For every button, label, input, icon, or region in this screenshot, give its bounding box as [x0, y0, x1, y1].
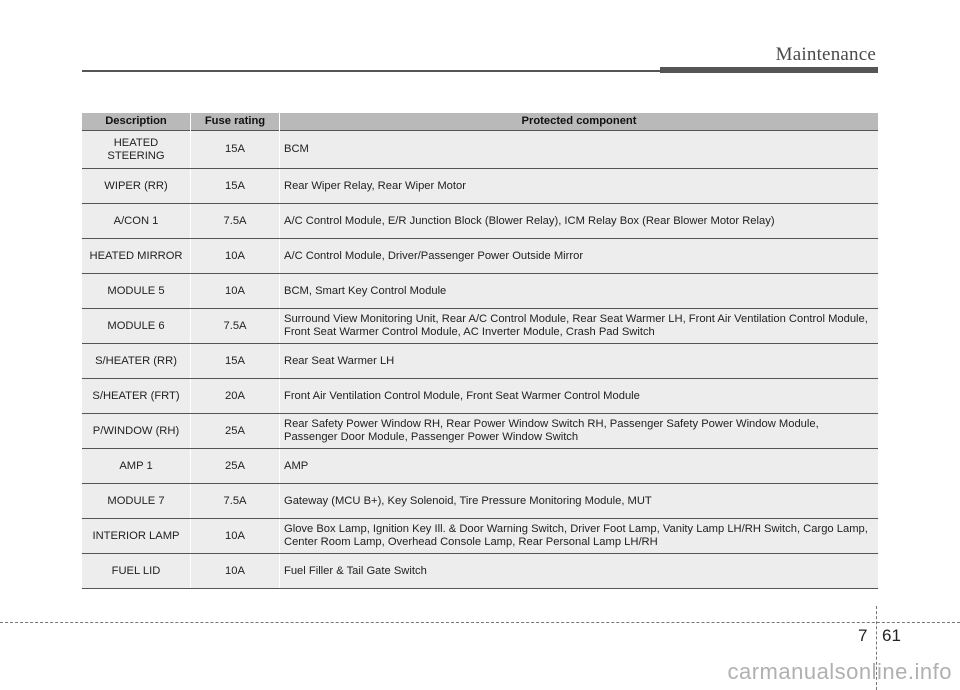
table-row [82, 239, 878, 274]
fuse-rating: 15A [191, 169, 280, 204]
fuse-rating: 10A [191, 519, 280, 554]
fuse-description: INTERIOR LAMP [82, 519, 191, 554]
header-rule-thin [82, 70, 660, 72]
fuse-description: AMP 1 [82, 449, 191, 484]
fuse-rating: 10A [191, 274, 280, 309]
fuse-rating: 7.5A [191, 204, 280, 239]
fuse-rating: 25A [191, 414, 280, 449]
fuse-rating: 10A [191, 239, 280, 274]
protected-component: Surround View Monitoring Unit, Rear A/C Control Module, Rear Seat Warmer LH, Front Air Ventilation Control Module, Front Seat Warmer Control Module, AC Inverter Module, Crash Pad Switch [280, 309, 879, 344]
table-row [82, 344, 878, 379]
column-header-description: Description [82, 113, 191, 131]
fuse-description: P/WINDOW (RH) [82, 414, 191, 449]
footer-rule [0, 622, 960, 623]
table-row [82, 484, 878, 519]
protected-component: BCM [280, 131, 879, 169]
watermark-text: carmanualsonline.info [727, 659, 952, 684]
table-row [82, 519, 878, 554]
fuse-description: A/CON 1 [82, 204, 191, 239]
fuse-description: FUEL LID [82, 554, 191, 589]
fuse-table [82, 113, 878, 589]
fuse-rating: 20A [191, 379, 280, 414]
table-row [82, 379, 878, 414]
table-row [82, 131, 878, 169]
protected-component: A/C Control Module, E/R Junction Block (Blower Relay), ICM Relay Box (Rear Blower Motor Relay) [280, 204, 879, 239]
column-header-protected-component: Protected component [280, 113, 879, 131]
fuse-rating: 25A [191, 449, 280, 484]
table-header-row [82, 113, 878, 131]
fuse-rating: 15A [191, 131, 280, 169]
fuse-description: S/HEATER (FRT) [82, 379, 191, 414]
protected-component: Fuel Filler & Tail Gate Switch [280, 554, 879, 589]
protected-component: Glove Box Lamp, Ignition Key Ill. & Door Warning Switch, Driver Foot Lamp, Vanity Lamp LH/RH Switch, Cargo Lamp, Center Room Lamp, Overhead Console Lamp, Rear Personal Lamp LH/RH [280, 519, 879, 554]
fuse-rating: 7.5A [191, 309, 280, 344]
table-row [82, 309, 878, 344]
protected-component: Gateway (MCU B+), Key Solenoid, Tire Pressure Monitoring Module, MUT [280, 484, 879, 519]
fuse-description: WIPER (RR) [82, 169, 191, 204]
protected-component: A/C Control Module, Driver/Passenger Power Outside Mirror [280, 239, 879, 274]
protected-component: BCM, Smart Key Control Module [280, 274, 879, 309]
fuse-description: S/HEATER (RR) [82, 344, 191, 379]
chapter-number: 7 [858, 626, 868, 645]
table-row [82, 449, 878, 484]
fuse-description: HEATED STEERING [82, 131, 191, 169]
table-row [82, 414, 878, 449]
section-title: Maintenance [775, 44, 876, 65]
fuse-description: MODULE 5 [82, 274, 191, 309]
fuse-description: HEATED MIRROR [82, 239, 191, 274]
protected-component: AMP [280, 449, 879, 484]
protected-component: Rear Wiper Relay, Rear Wiper Motor [280, 169, 879, 204]
table-row [82, 169, 878, 204]
table-row [82, 204, 878, 239]
fuse-description: MODULE 6 [82, 309, 191, 344]
protected-component: Rear Safety Power Window RH, Rear Power Window Switch RH, Passenger Safety Power Window Module, Passenger Door Module, Passenger Power Window Switch [280, 414, 879, 449]
fuse-description: MODULE 7 [82, 484, 191, 519]
header-rule-thick [660, 67, 878, 73]
column-header-fuse-rating: Fuse rating [191, 113, 280, 131]
table-row [82, 274, 878, 309]
protected-component: Rear Seat Warmer LH [280, 344, 879, 379]
protected-component: Front Air Ventilation Control Module, Front Seat Warmer Control Module [280, 379, 879, 414]
table-row [82, 554, 878, 589]
page-number: 61 [882, 626, 901, 645]
fuse-table-body [82, 131, 878, 589]
fuse-rating: 7.5A [191, 484, 280, 519]
fuse-rating: 10A [191, 554, 280, 589]
fuse-rating: 15A [191, 344, 280, 379]
